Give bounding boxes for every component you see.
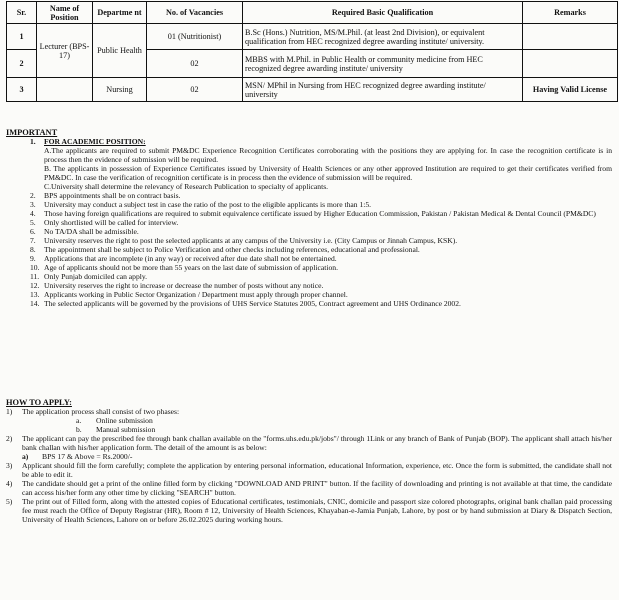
item-text: The appointment shall be subject to Police Verification and other checks including references, educational and professional. xyxy=(44,245,420,254)
fee-amount: BPS 17 & Above = Rs.2000/- xyxy=(42,452,133,461)
list-item xyxy=(6,425,612,434)
department-cell: Nursing xyxy=(93,78,147,102)
important-items-list xyxy=(6,191,612,308)
sub-item: B. The applicants in possession of Experience Certificates issued by University of Health Sciences or any other approved Institution are required to get their certificates verified from PM&DC. In case the verification of recognition certificate is in process then the evidence of submission will be required. xyxy=(44,164,612,182)
item-text: Applications that are incomplete (in any way) or received after due date shall not be entertained. xyxy=(44,254,337,263)
remarks-cell xyxy=(523,24,618,50)
item-number: a. xyxy=(76,416,82,425)
list-item xyxy=(30,245,612,254)
list-item xyxy=(30,290,612,299)
how-to-apply-heading: HOW TO APPLY: xyxy=(6,398,72,407)
item-number: 10. xyxy=(30,263,40,272)
qualification-cell: B.Sc (Hons.) Nutrition, MS/M.Phil. (at least 2nd Division), or equivalent qualification from HEC recognized degree awarding institute/ university. xyxy=(243,24,523,50)
row-sr: 3 xyxy=(7,78,37,102)
list-item xyxy=(6,407,612,416)
sub-item: A.The applicants are required to submit PM&DC Experience Recognition Certificates corroborating with the positions they are applying for. In case the recognition certificate is in process then the evidence of submission will be required. xyxy=(44,146,612,164)
header-qualification: Required Basic Qualification xyxy=(243,2,523,24)
item-number: 3) xyxy=(6,461,13,470)
vacancies-cell: 02 xyxy=(147,50,243,78)
remarks-cell xyxy=(523,50,618,78)
item-number: 12. xyxy=(30,281,40,290)
item-text: Only shortlisted will be called for interview. xyxy=(44,218,179,227)
position-cell xyxy=(37,78,93,102)
list-item xyxy=(6,497,612,524)
header-department: Departme nt xyxy=(93,2,147,24)
item-text: Applicant should fill the form carefully; complete the application by entering personal information, educational Information, experience, etc. Once the form is submitted, the candidate shall not be able to edit it. xyxy=(22,461,612,479)
sub-item: C.University shall determine the relevancy of Research Publication to specialty of applicants. xyxy=(44,182,329,191)
list-item xyxy=(6,416,612,425)
list-item xyxy=(30,191,612,200)
header-remarks: Remarks xyxy=(523,2,618,24)
important-heading: IMPORTANT xyxy=(6,128,58,137)
qualification-cell: MSN/ MPhil in Nursing from HEC recognized degree awarding institute/ university xyxy=(243,78,523,102)
item-number: 13. xyxy=(30,290,40,299)
item-number: 2. xyxy=(30,191,36,200)
table-row xyxy=(7,78,618,102)
item-number: 1. xyxy=(30,137,36,146)
list-item xyxy=(30,299,612,308)
list-item xyxy=(30,236,612,245)
item-text: Those having foreign qualifications are required to submit equivalence certificate issued by Higher Education Commission, Pakistan / Pakistan Medical & Dental Council (PM&DC) xyxy=(44,209,596,218)
important-section xyxy=(6,128,612,308)
academic-position-heading: FOR ACADEMIC POSITION: xyxy=(44,137,146,146)
item-text: Only Punjab domiciled can apply. xyxy=(44,272,148,281)
row-sr: 1 xyxy=(7,24,37,50)
list-item xyxy=(30,263,612,272)
row-sr: 2 xyxy=(7,50,37,78)
position-cell: Lecturer (BPS-17) xyxy=(37,24,93,78)
list-item xyxy=(6,137,612,146)
remarks-cell: Having Valid License xyxy=(523,78,618,102)
item-text: The print out of Filled form, along with the attested copies of Educational certificates, testimonials, CNIC, domicile and passport size colored photographs, original bank challan paid processing fee must reach the Office of Deputy Registrar (HR), Room # 12, University of Health Sciences, Khayaban-e-Jamia Punjab, Lahore, by post or by hand submission at Diary & Dispatch Section, University of Health Sciences, Lahore on or before 26.02.2025 during working hours. xyxy=(22,497,612,524)
academic-sub-items xyxy=(6,146,612,191)
item-text: The candidate should get a print of the online filled form by clicking "DOWNLOAD AND PRINT" button. If the facility of downloading and printing is not available at that time, the candidate can access his/her form any other time by clicking "SEARCH" button. xyxy=(22,479,612,497)
list-item xyxy=(30,227,612,236)
item-number: 6. xyxy=(30,227,36,236)
item-text: Age of applicants should not be more than 55 years on the last date of submission of application. xyxy=(44,263,338,272)
list-item xyxy=(6,434,612,452)
item-number: 14. xyxy=(30,299,40,308)
item-text: University reserves the right to post the selected applicants at any campus of the University i.e. (City Campus or Jinnah Campus, KSK). xyxy=(44,236,458,245)
list-item xyxy=(30,254,612,263)
list-item xyxy=(30,281,612,290)
table-header-row xyxy=(7,2,618,24)
department-cell: Public Health xyxy=(93,24,147,78)
item-number: 11. xyxy=(30,272,40,281)
item-number: 5) xyxy=(6,497,13,506)
item-text: Online submission xyxy=(96,416,153,425)
list-item xyxy=(6,452,612,461)
list-item xyxy=(6,479,612,497)
vacancies-cell: 01 (Nutritionist) xyxy=(147,24,243,50)
item-text: University reserves the right to increase or decrease the number of posts without any notice. xyxy=(44,281,324,290)
item-number: 8. xyxy=(30,245,36,254)
list-item xyxy=(30,218,612,227)
item-number: 4. xyxy=(30,209,36,218)
list-item xyxy=(30,200,612,209)
item-number: 5. xyxy=(30,218,36,227)
item-number: b. xyxy=(76,425,82,434)
item-number: 2) xyxy=(6,434,13,443)
item-number: 9. xyxy=(30,254,36,263)
vacancies-cell: 02 xyxy=(147,78,243,102)
header-sr: Sr. xyxy=(7,2,37,24)
qualification-cell: MBBS with M.Phil. in Public Health or community medicine from HEC recognized degree awarding institute/ university xyxy=(243,50,523,78)
how-to-apply-section xyxy=(6,398,612,524)
header-vacancies: No. of Vacancies xyxy=(147,2,243,24)
list-item xyxy=(6,461,612,479)
item-number: 3. xyxy=(30,200,36,209)
item-text: The selected applicants will be governed by the provisions of UHS Service Statutes 2005, Contract agreement and UHS Ordinance 2002. xyxy=(44,299,461,308)
item-number: a) xyxy=(22,452,29,461)
vacancy-table xyxy=(6,1,618,102)
table-row xyxy=(7,24,618,50)
item-text: The applicant can pay the prescribed fee through bank challan available on the "forms.uhs.edu.pk/jobs"/ through 1Link or any branch of Bank of Punjab (BOP). The applicant shall attach his/her bank challan with his/her application form. The detail of the amount is as below: xyxy=(22,434,612,452)
item-text: Applicants working in Public Sector Organization / Department must apply through proper channel. xyxy=(44,290,348,299)
item-text: The application process shall consist of two phases: xyxy=(22,407,180,416)
item-number: 4) xyxy=(6,479,13,488)
item-text: No TA/DA shall be admissible. xyxy=(44,227,139,236)
item-text: Manual submission xyxy=(96,425,156,434)
list-item xyxy=(30,209,612,218)
item-number: 7. xyxy=(30,236,36,245)
item-number: 1) xyxy=(6,407,13,416)
header-position: Name of Position xyxy=(37,2,93,24)
list-item xyxy=(30,272,612,281)
item-text: University may conduct a subject test in case the ratio of the post to the eligible applicants is more than 1:5. xyxy=(44,200,372,209)
item-text: BPS appointments shall be on contract basis. xyxy=(44,191,181,200)
